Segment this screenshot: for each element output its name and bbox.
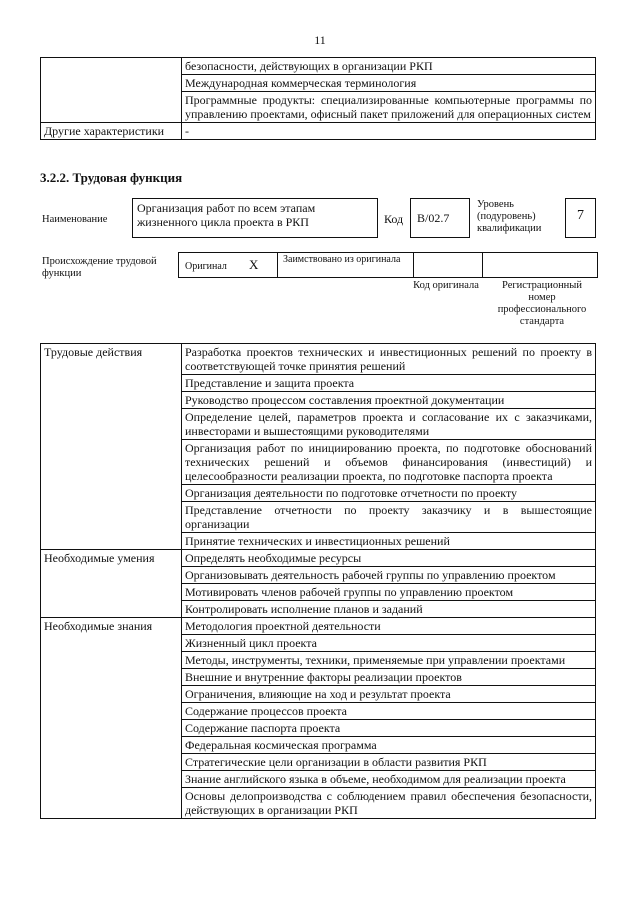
row-item: Содержание паспорта проекта [182, 720, 596, 737]
row-item: Принятие технических и инвестиционных решений [182, 533, 596, 550]
row-item: Руководство процессом составления проектной документации [182, 392, 596, 409]
table-row [41, 58, 596, 75]
row-item: Федеральная космическая программа [182, 737, 596, 754]
row-label: Необходимые умения [41, 550, 182, 618]
row-item: Организация деятельности по подготовке отчетности по проекту [182, 485, 596, 502]
row-item: Жизненный цикл проекта [182, 635, 596, 652]
original-cell [179, 253, 278, 277]
origin-row [178, 252, 598, 278]
table-row [41, 550, 596, 567]
row-item: Организовывать деятельность рабочей группы по управлению проектом [182, 567, 596, 584]
table-row [41, 618, 596, 635]
row-item: Определять необходимые ресурсы [182, 550, 596, 567]
section-title: 3.2.2. Трудовая функция [40, 170, 183, 185]
row-item: Программные продукты: специализированные компьютерные программы по управлению проектами, офисный пакет приложений для операционных систем [182, 92, 596, 123]
row-label: Трудовые действия [41, 344, 182, 550]
origin-label: Происхождение трудовой функции [42, 256, 157, 279]
name-label: Наименование [42, 214, 108, 225]
table-row [41, 123, 596, 140]
row-item: Представление отчетности по проекту заказчику и в вышестоящие организации [182, 502, 596, 533]
row-label [41, 58, 182, 123]
code-original-caption: Код оригинала [413, 280, 479, 291]
row-item: Мотивировать членов рабочей группы по управлению проектом [182, 584, 596, 601]
reg-number-caption: Регистрационный номер профессионального стандарта [497, 280, 587, 327]
row-item: Методы, инструменты, техники, применяемые при управлении проектами [182, 652, 596, 669]
row-item: Контролировать исполнение планов и заданий [182, 601, 596, 618]
table-row [41, 344, 596, 375]
code-value: B/02.7 [410, 198, 470, 238]
row-item: Организация работ по инициированию проекта, по подготовке обоснований технических решений и объемов финансирования (инвестиций) и целесообразности реализации проекта, по подготовке паспорта проекта [182, 440, 596, 485]
main-table [40, 343, 596, 819]
row-item: Определение целей, параметров проекта и согласование их с заказчиками, инвесторами и вышестоящими руководителями [182, 409, 596, 440]
row-item: безопасности, действующих в организации РКП [182, 58, 596, 75]
row-label: Необходимые знания [41, 618, 182, 819]
row-item: Представление и защита проекта [182, 375, 596, 392]
top-table [40, 57, 596, 140]
page-number: 11 [314, 33, 326, 47]
name-value: Организация работ по всем этапам жизненного цикла проекта в РКП [132, 198, 378, 238]
row-item: Ограничения, влияющие на ход и результат проекта [182, 686, 596, 703]
level-value: 7 [565, 198, 596, 238]
row-item: Содержание процессов проекта [182, 703, 596, 720]
row-item: Основы делопроизводства с соблюдением правил обеспечения безопасности, действующих в организации РКП [182, 788, 596, 819]
borrowed-label: Заимствовано из оригинала [283, 254, 401, 265]
original-mark: X [249, 257, 259, 272]
code-label: Код [384, 212, 404, 226]
level-label: Уровень (подуровень) квалификации [477, 199, 542, 234]
row-item: Знание английского языка в объеме, необходимом для реализации проекта [182, 771, 596, 788]
row-item: Международная коммерческая терминология [182, 75, 596, 92]
original-label: Оригинал [185, 261, 227, 272]
row-label: Другие характеристики [41, 123, 182, 140]
code-original-cell [413, 253, 483, 277]
row-item: - [182, 123, 596, 140]
row-item: Внешние и внутренние факторы реализации проектов [182, 669, 596, 686]
row-item: Разработка проектов технических и инвестиционных решений по проекту в соответствующей точке принятия решений [182, 344, 596, 375]
row-item: Стратегические цели организации в области развития РКП [182, 754, 596, 771]
row-item: Методология проектной деятельности [182, 618, 596, 635]
